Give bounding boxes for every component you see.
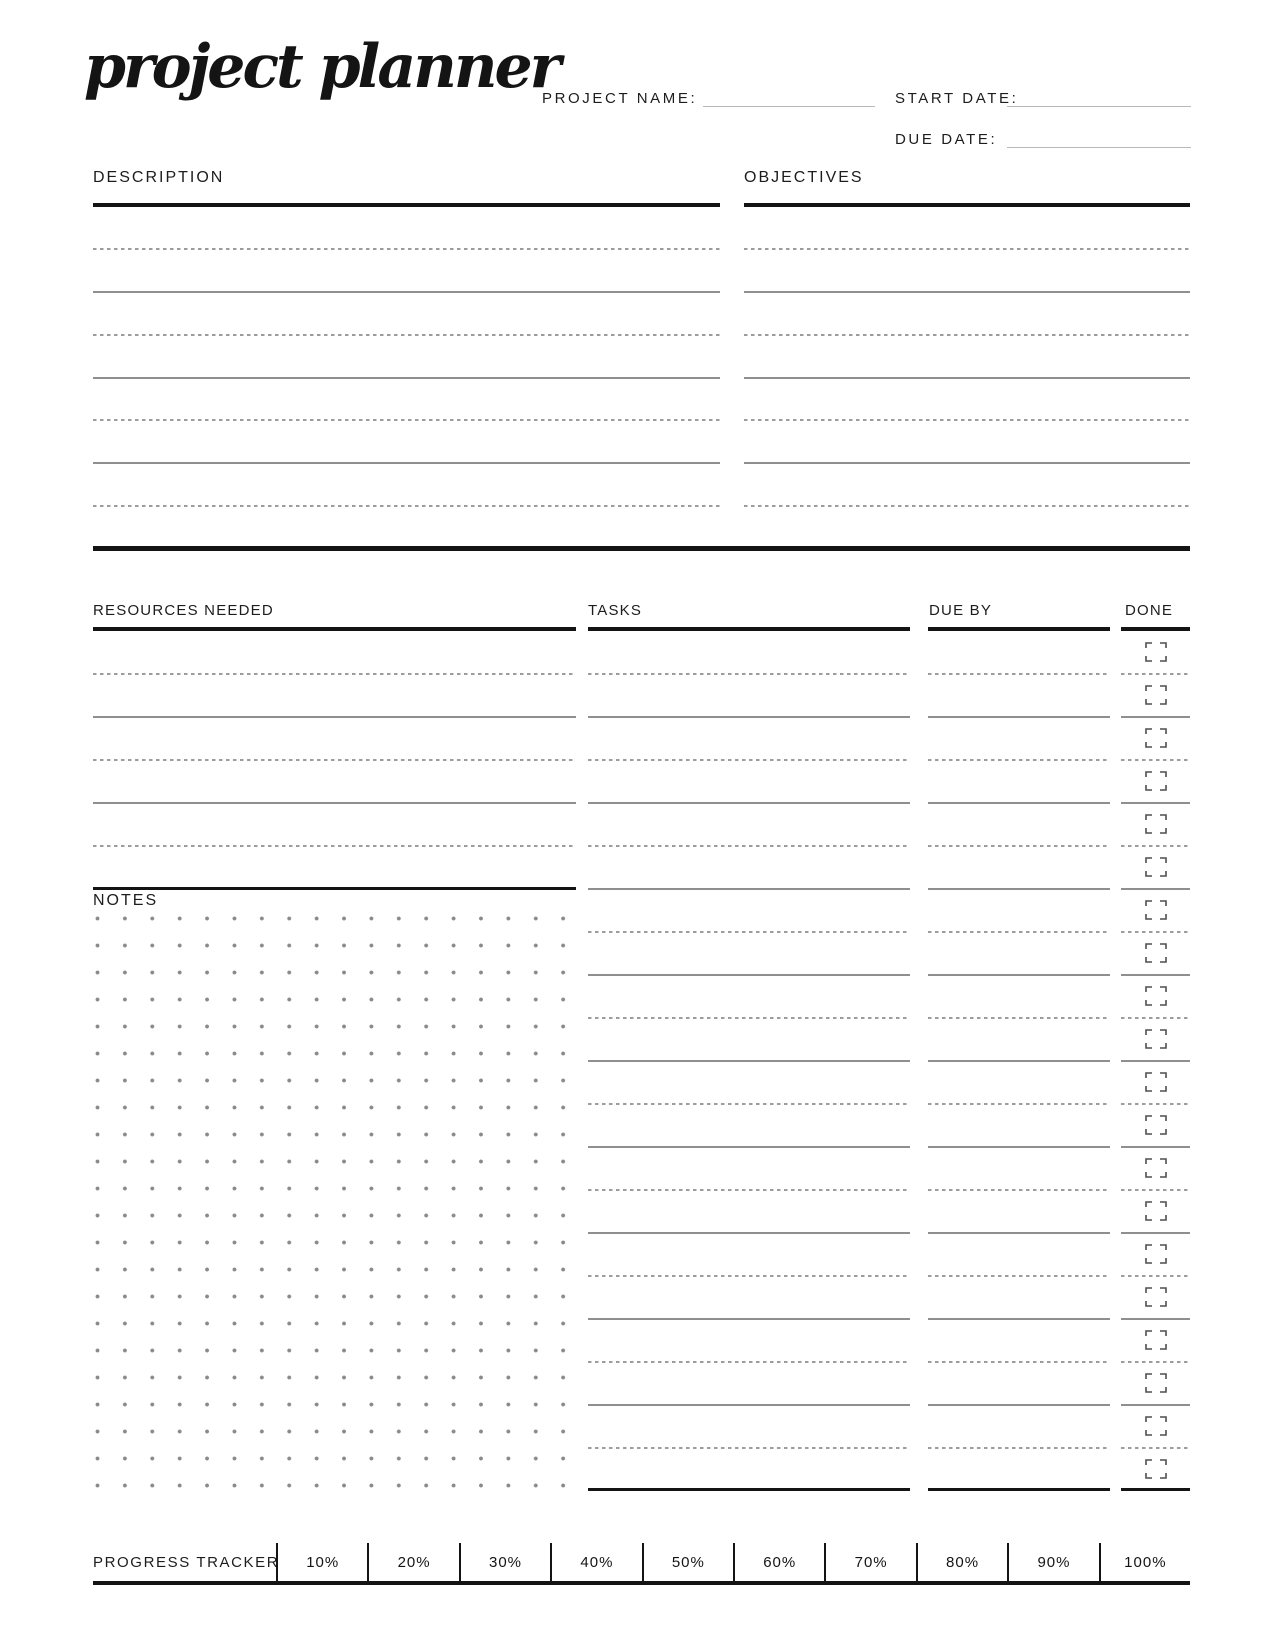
progress-cell-10[interactable]: 10%	[276, 1543, 367, 1581]
due-by-line[interactable]	[928, 1189, 1110, 1191]
task-line[interactable]	[588, 1103, 910, 1105]
due-by-line[interactable]	[928, 845, 1110, 847]
start-date-input[interactable]	[1007, 90, 1191, 107]
objective-line[interactable]	[744, 462, 1190, 464]
progress-cell-40[interactable]: 40%	[550, 1543, 641, 1581]
description-line[interactable]	[93, 334, 720, 336]
project-name-input[interactable]	[703, 90, 875, 107]
description-line[interactable]	[93, 419, 720, 421]
due-by-line[interactable]	[928, 1404, 1110, 1406]
done-row-line	[1121, 1232, 1190, 1234]
done-checkbox[interactable]	[1145, 1373, 1167, 1393]
due-by-line[interactable]	[928, 673, 1110, 675]
done-row-line	[1121, 759, 1190, 761]
due-date-field	[895, 131, 1191, 148]
due-by-line[interactable]	[928, 974, 1110, 976]
objectives-writing-area	[744, 203, 1190, 513]
tasks-column	[588, 630, 910, 1491]
done-checkbox[interactable]	[1145, 728, 1167, 748]
resource-line[interactable]	[93, 716, 576, 718]
due-by-line[interactable]	[928, 888, 1110, 890]
done-row-line	[1121, 1447, 1190, 1449]
done-row-line	[1121, 845, 1190, 847]
due-by-line[interactable]	[928, 1103, 1110, 1105]
done-checkbox[interactable]	[1145, 1158, 1167, 1178]
done-row-line	[1121, 1189, 1190, 1191]
project-name-field	[542, 90, 875, 107]
resource-line[interactable]	[93, 673, 576, 675]
objective-line[interactable]	[744, 377, 1190, 379]
progress-cell-50[interactable]: 50%	[642, 1543, 733, 1581]
done-checkbox[interactable]	[1145, 1072, 1167, 1092]
done-checkbox[interactable]	[1145, 1244, 1167, 1264]
resource-line[interactable]	[93, 802, 576, 804]
objective-line[interactable]	[744, 419, 1190, 421]
due-by-line[interactable]	[928, 931, 1110, 933]
done-row-line	[1121, 1146, 1190, 1148]
due-by-line[interactable]	[928, 1017, 1110, 1019]
progress-cell-80[interactable]: 80%	[916, 1543, 1007, 1581]
objectives-heading: OBJECTIVES	[744, 169, 864, 186]
tasks-heading: TASKS	[588, 602, 643, 619]
done-column	[1121, 630, 1190, 1491]
task-line[interactable]	[588, 716, 910, 718]
task-line[interactable]	[588, 1318, 910, 1320]
due-date-label: DUE DATE:	[895, 131, 998, 148]
done-row-line	[1121, 716, 1190, 718]
due-by-line[interactable]	[928, 759, 1110, 761]
description-writing-area	[93, 203, 720, 513]
done-checkbox[interactable]	[1145, 1201, 1167, 1221]
page-title: project planner	[84, 32, 559, 102]
done-checkbox[interactable]	[1145, 1330, 1167, 1350]
description-line[interactable]	[93, 505, 720, 507]
due-by-column	[928, 630, 1110, 1491]
description-line[interactable]	[93, 291, 720, 293]
project-name-label: PROJECT NAME:	[542, 90, 698, 107]
done-checkbox[interactable]	[1145, 1287, 1167, 1307]
task-line[interactable]	[588, 802, 910, 804]
done-checkbox[interactable]	[1145, 900, 1167, 920]
description-line[interactable]	[93, 462, 720, 464]
task-line[interactable]	[588, 1404, 910, 1406]
progress-cell-30[interactable]: 30%	[459, 1543, 550, 1581]
done-checkbox[interactable]	[1145, 814, 1167, 834]
resources-heading: RESOURCES NEEDED	[93, 602, 274, 619]
done-row-line	[1121, 974, 1190, 976]
done-row-line	[1121, 1060, 1190, 1062]
progress-cell-60[interactable]: 60%	[733, 1543, 824, 1581]
done-checkbox[interactable]	[1145, 642, 1167, 662]
done-row-line	[1121, 888, 1190, 890]
done-row-line	[1121, 1361, 1190, 1363]
description-heading: DESCRIPTION	[93, 169, 225, 186]
done-checkbox[interactable]	[1145, 1115, 1167, 1135]
done-heading: DONE	[1125, 602, 1174, 619]
done-row-line	[1121, 1318, 1190, 1320]
task-line[interactable]	[588, 1146, 910, 1148]
task-line[interactable]	[588, 1361, 910, 1363]
done-checkbox[interactable]	[1145, 943, 1167, 963]
due-by-line[interactable]	[928, 1275, 1110, 1277]
done-checkbox[interactable]	[1145, 1416, 1167, 1436]
description-line[interactable]	[93, 248, 720, 250]
objective-line[interactable]	[744, 291, 1190, 293]
done-checkbox[interactable]	[1145, 857, 1167, 877]
done-row-line	[1121, 931, 1190, 933]
due-by-line[interactable]	[928, 1060, 1110, 1062]
start-date-label: START DATE:	[895, 90, 1019, 107]
task-line[interactable]	[588, 1017, 910, 1019]
resource-line[interactable]	[93, 845, 576, 847]
task-line[interactable]	[588, 1275, 910, 1277]
objective-line[interactable]	[744, 505, 1190, 507]
done-row-line	[1121, 1017, 1190, 1019]
due-by-heading: DUE BY	[929, 602, 993, 619]
due-date-input[interactable]	[1007, 131, 1191, 148]
due-by-line[interactable]	[928, 1447, 1110, 1449]
task-line[interactable]	[588, 1232, 910, 1234]
done-checkbox[interactable]	[1145, 1029, 1167, 1049]
objective-line[interactable]	[744, 248, 1190, 250]
due-by-line[interactable]	[928, 1232, 1110, 1234]
done-checkbox[interactable]	[1145, 986, 1167, 1006]
task-line[interactable]	[588, 673, 910, 675]
due-by-line[interactable]	[928, 1146, 1110, 1148]
task-line[interactable]	[588, 888, 910, 890]
progress-cell-100[interactable]: 100%	[1099, 1543, 1190, 1581]
progress-tracker-label: PROGRESS TRACKER	[93, 1553, 280, 1571]
progress-cell-20[interactable]: 20%	[367, 1543, 458, 1581]
task-line[interactable]	[588, 931, 910, 933]
progress-cell-70[interactable]: 70%	[824, 1543, 915, 1581]
task-line[interactable]	[588, 845, 910, 847]
progress-tracker	[93, 1543, 1190, 1585]
done-row-line	[1121, 1404, 1190, 1406]
due-by-line[interactable]	[928, 802, 1110, 804]
done-checkbox[interactable]	[1145, 1459, 1167, 1479]
resources-column	[93, 630, 576, 890]
section-divider	[93, 546, 1190, 551]
task-line[interactable]	[588, 1189, 910, 1191]
objective-line[interactable]	[744, 334, 1190, 336]
done-row-line	[1121, 1275, 1190, 1277]
due-by-line[interactable]	[928, 1318, 1110, 1320]
notes-dot-grid[interactable]	[95, 916, 579, 1490]
start-date-field	[895, 90, 1191, 107]
task-line[interactable]	[588, 759, 910, 761]
notes-heading: NOTES	[93, 892, 159, 909]
done-checkbox[interactable]	[1145, 685, 1167, 705]
description-line[interactable]	[93, 377, 720, 379]
task-line[interactable]	[588, 974, 910, 976]
due-by-line[interactable]	[928, 1361, 1110, 1363]
due-by-line[interactable]	[928, 716, 1110, 718]
resource-line[interactable]	[93, 759, 576, 761]
done-row-line	[1121, 673, 1190, 675]
done-row-line	[1121, 1103, 1190, 1105]
progress-cell-90[interactable]: 90%	[1007, 1543, 1098, 1581]
done-row-line	[1121, 802, 1190, 804]
done-checkbox[interactable]	[1145, 771, 1167, 791]
task-line[interactable]	[588, 1447, 910, 1449]
task-line[interactable]	[588, 1060, 910, 1062]
